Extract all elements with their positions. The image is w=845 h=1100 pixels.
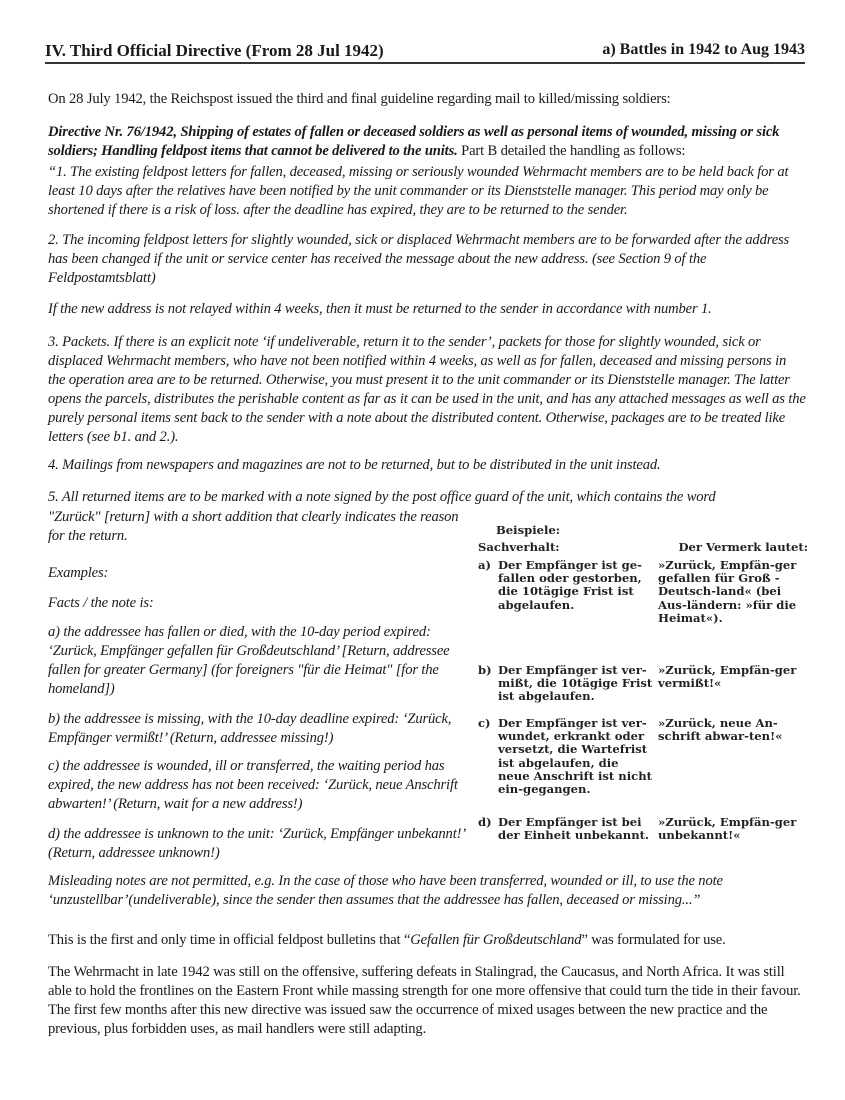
examples-label: Examples: — [48, 565, 109, 581]
context-paragraph: The Wehrmacht in late 1942 was still on the offensive, suffering defeats in Stalingrad, the Caucasus, and North Africa. It was still able to hold the frontlines on the Eastern Front while massing strength for one more offensive that could turn the tide in their favour. The first few months after this new directive was issued saw the occurrence of mixed usages between the new practice and the previous, plus forbidden uses, as mail handlers were still adapting. — [48, 964, 801, 1037]
german-row-fact: Der Empfänger ist ver-wundet, erkrankt oder versetzt, die Wartefrist ist abgelaufen, die neue Anschrift ist nicht ein-gegangen. — [498, 716, 652, 797]
section-title: IV. Third Official Directive (From 28 Jul 1942) — [45, 41, 384, 60]
german-row-label: c) — [478, 716, 491, 730]
quote-item-5-line1: 5. All returned items are to be marked with a note signed by the post office guard of the unit, which contains the word — [48, 489, 716, 505]
german-row-label: a) — [478, 558, 491, 572]
german-title: Beispiele: — [496, 523, 561, 537]
page-header — [45, 40, 805, 64]
example-d: d) the addressee is unknown to the unit: ‘Zurück, Empfänger unbekannt!’ (Return, addressee unknown!) — [48, 826, 465, 861]
subsection-title: a) Battles in 1942 to Aug 1943 — [602, 41, 805, 58]
directive-title: Directive Nr. 76/1942, Shipping of estates of fallen or deceased soldiers as well as personal items of wounded, missing or sick soldiers; Handling feldpost items that cannot be delivered to the units. — [48, 124, 780, 159]
german-row-fact: Der Empfänger ist bei der Einheit unbekannt. — [498, 815, 650, 843]
first-only-before: This is the first and only time in official feldpost bulletins that “ — [48, 932, 411, 948]
quote-item-1: “1. The existing feldpost letters for fallen, deceased, missing or seriously wounded Wehrmacht members are to be held back for at least 10 days after the relatives have been notified by the unit commander or its Dienststelle manager. This period may only be shortened if there is a risk of loss. after the deadline has expired, they are to be returned to the sender. — [48, 164, 789, 218]
german-row-note: »Zurück, Empfän-ger vermißt!« — [658, 663, 797, 691]
quote-item-2: 2. The incoming feldpost letters for slightly wounded, sick or displaced Wehrmacht members are to be forwarded after the address has been changed if the unit or service center has received the message about the new address. (see Section 9 of the Feldpostamtsblatt) — [48, 232, 790, 286]
german-col-right: Der Vermerk lautet: — [678, 540, 808, 554]
example-a: a) the addressee has fallen or died, with the 10-day period expired: ‘Zurück, Empfänger gefallen für Großdeutschland’ [Return, addressee fallen for greater Germany] (for foreigners "für die Heimat" [for the homeland]) — [48, 624, 450, 697]
example-b: b) the addressee is missing, with the 10-day deadline expired: ‘Zurück, Empfänger vermißt!’ (Return, addressee missing!) — [48, 711, 452, 746]
quote-item-3: 3. Packets. If there is an explicit note ‘if undeliverable, return it to the sender’, packets for those for slightly wounded, sick or displaced Wehrmacht members, who have not been notified within 4 weeks, as well as for fallen, deceased and missing persons in the operation area are to be returned. Otherwise, you must present it to the unit commander or its Dienststelle manager. The latter opens the parcels, distributes the perishable content as far as it can be used in the unit, and has any attached messages as well as the purely personal items sent back to the sender with a note about the distributed content. Otherwise, packages are to be treated like letters (see b1. and 2.). — [48, 334, 806, 445]
quote-item-5-rest: "Zurück" [return] with a short addition that clearly indicates the reason for the return. — [48, 509, 459, 544]
intro-paragraph: On 28 July 1942, the Reichspost issued the third and final guideline regarding mail to killed/missing soldiers: — [48, 91, 671, 107]
first-only-paragraph — [48, 931, 806, 950]
facts-label: Facts / the note is: — [48, 595, 154, 611]
first-only-term: Gefallen für Großdeutschland — [410, 932, 582, 948]
german-col-left: Sachverhalt: — [478, 540, 560, 554]
directive-after: Part B detailed the handling as follows: — [457, 143, 686, 159]
german-row-label: d) — [478, 815, 492, 829]
german-row-note: »Zurück, neue An-schrift abwar-ten!« — [658, 716, 783, 744]
example-c: c) the addressee is wounded, ill or transferred, the waiting period has expired, the new address has not been received: ‘Zurück, neue Anschrift abwarten!’ (Return, wait for a new address!) — [48, 758, 458, 812]
german-row-note: »Zurück, Empfän-ger unbekannt!« — [658, 815, 797, 843]
directive-paragraph — [48, 123, 806, 161]
german-row-fact: Der Empfänger ist ge-fallen oder gestorben, die 10tägige Frist ist abgelaufen. — [498, 558, 642, 612]
german-row-note: »Zurück, Empfän-ger gefallen für Groß - Deutsch-land« (bei Aus-ländern: »für die Heimat«). — [658, 558, 797, 625]
quote-item-4: 4. Mailings from newspapers and magazines are not to be returned, but to be distributed in the unit instead. — [48, 457, 661, 473]
misleading-notes: Misleading notes are not permitted, e.g. In the case of those who have been transferred, wounded or ill, to use the note ‘unzustellbar’(undeliverable), since the sender then assumes that the addressee has fallen, deceased or missing...” — [48, 873, 723, 908]
first-only-after: ” was formulated for use. — [581, 932, 726, 948]
german-row-fact: Der Empfänger ist ver-mißt, die 10tägige Frist ist abgelaufen. — [498, 663, 653, 704]
german-row-label: b) — [478, 663, 492, 677]
quote-item-2b: If the new address is not relayed within 4 weeks, then it must be returned to the sender in accordance with number 1. — [48, 301, 712, 317]
